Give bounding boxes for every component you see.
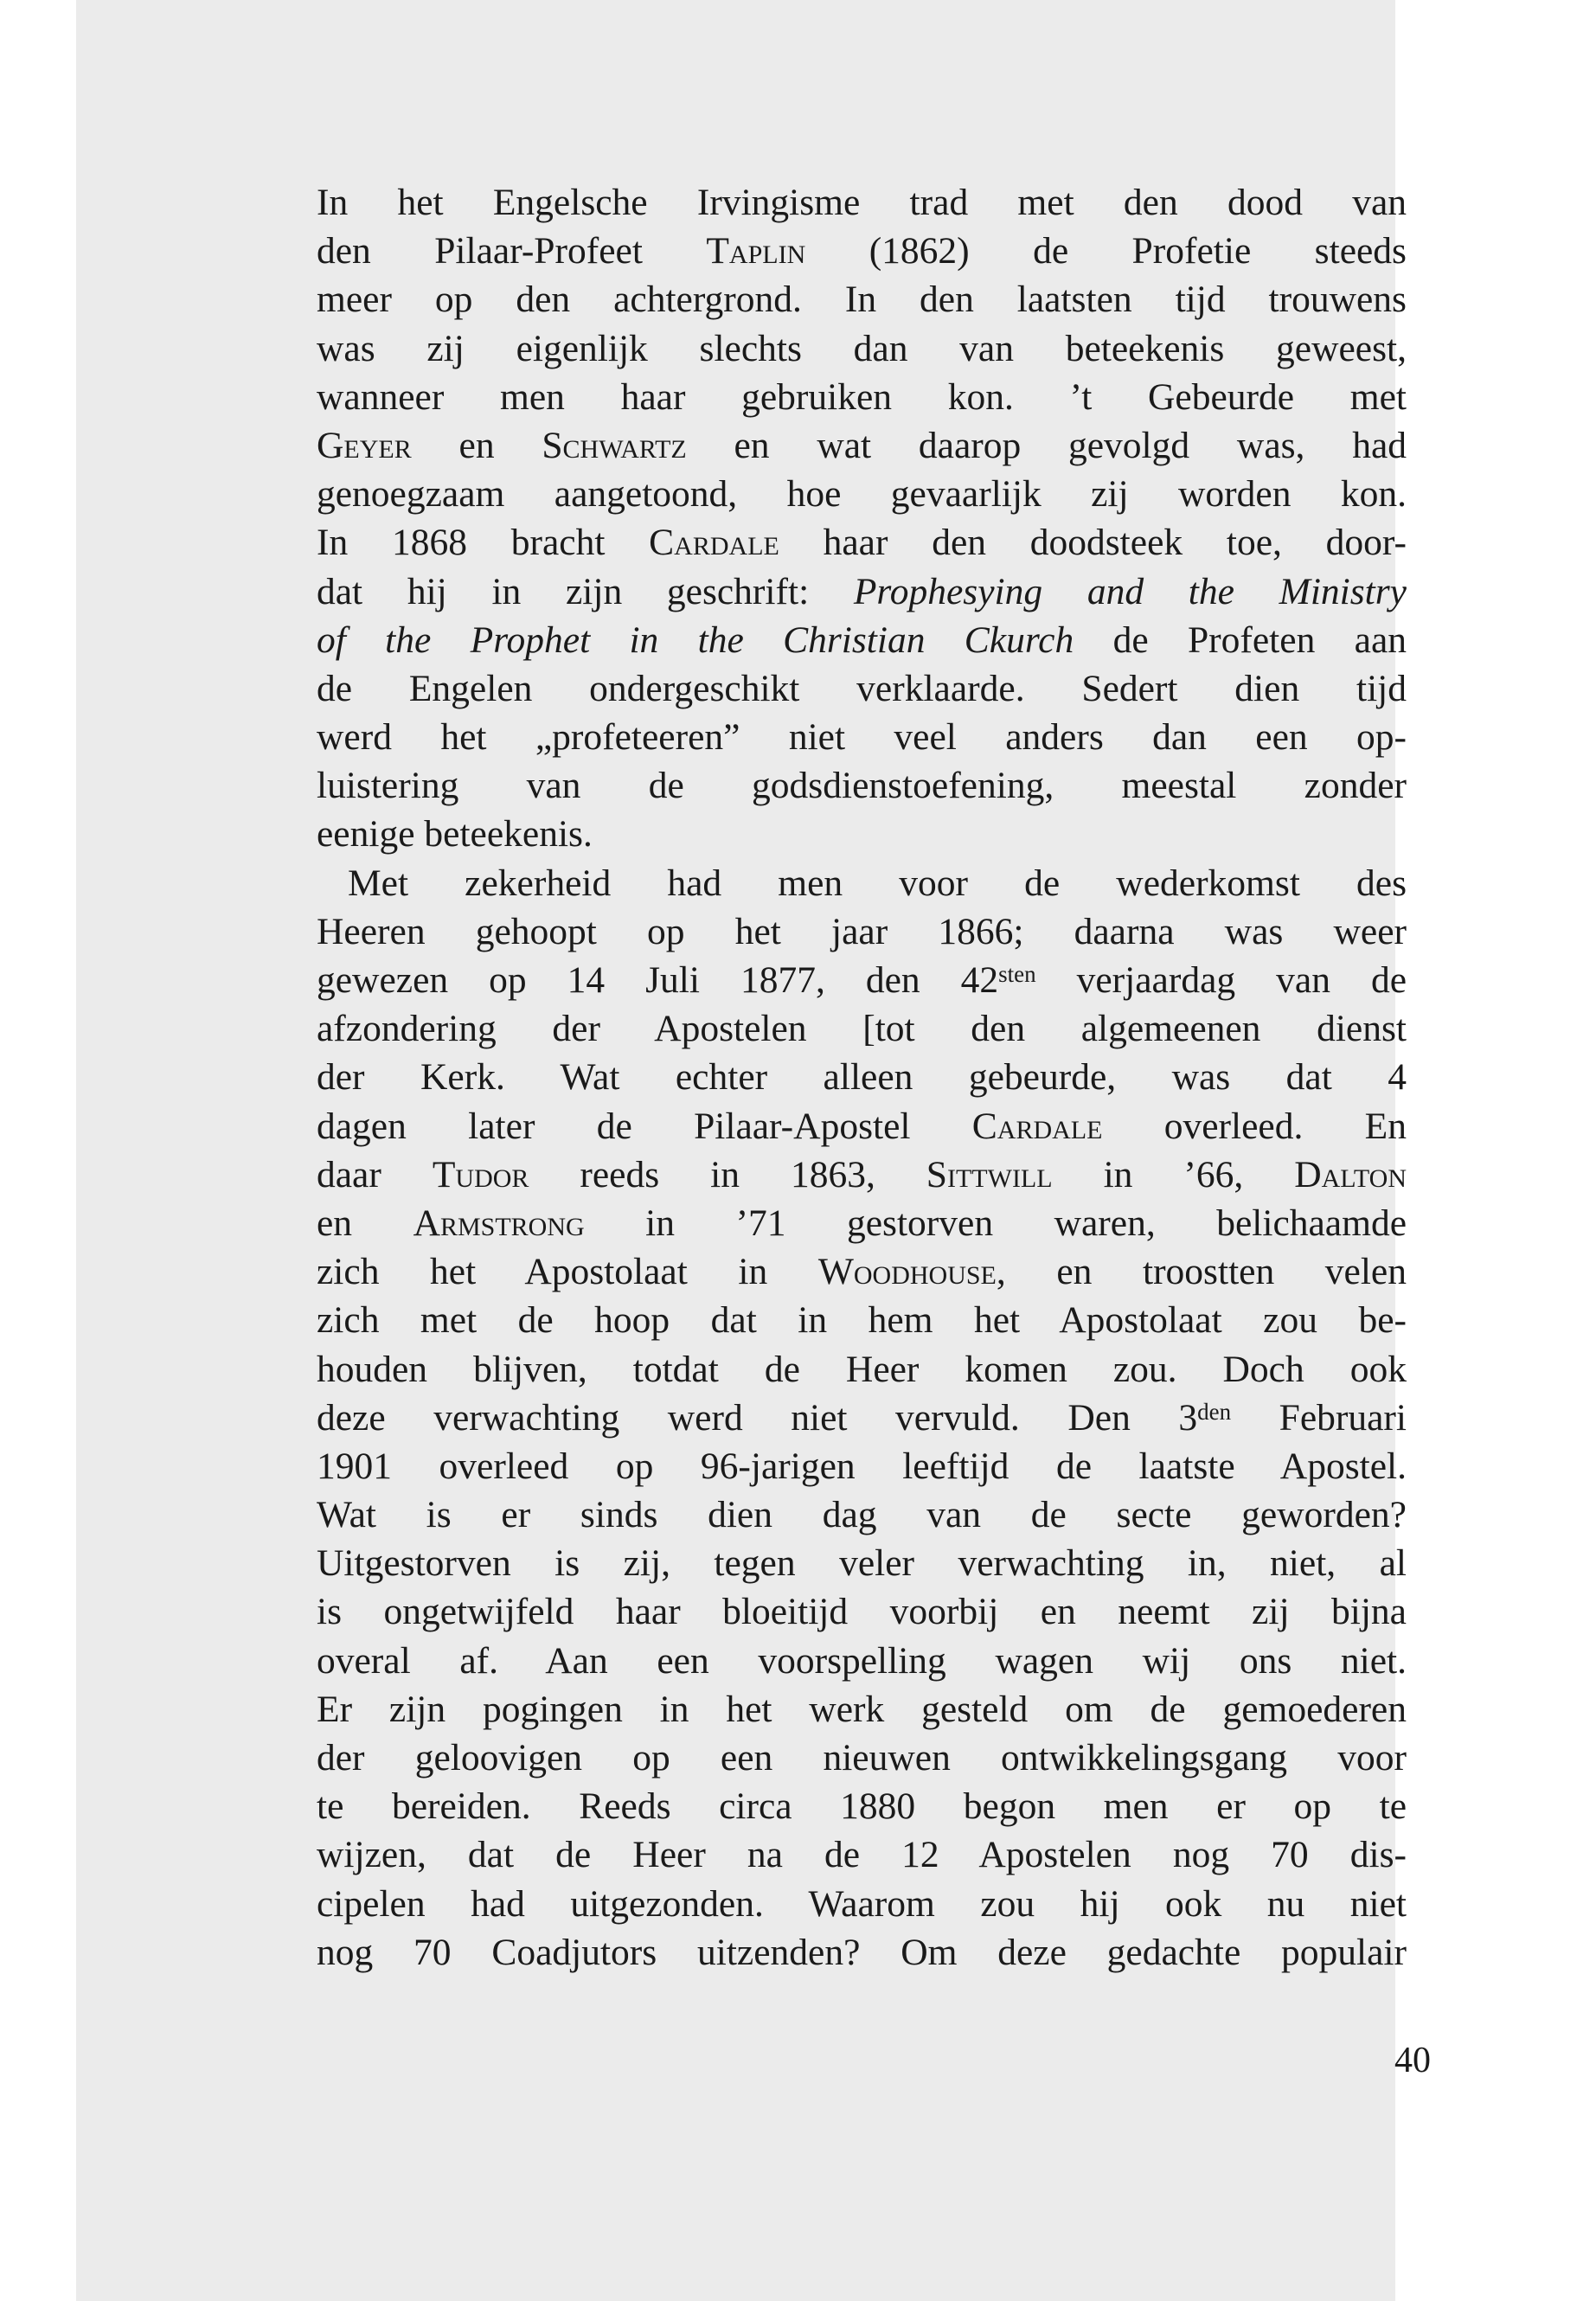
- text-line: afzondering der Apostelen [tot den algemeenen dienst: [317, 1008, 1407, 1050]
- name-taplin: Taplin: [706, 230, 806, 272]
- text-line: Uitgestorven is zij, tegen veler verwachting in, niet, al: [317, 1542, 1407, 1585]
- text-line: Met zekerheid had men voor de wederkomst des: [348, 862, 1407, 904]
- text-line: wanneer men haar gebruiken kon. ’t Gebeurde met: [317, 375, 1407, 418]
- text-line: zich het Apostolaat in Woodhouse, en troostten velen: [317, 1251, 1407, 1293]
- name-tudor: Tudor: [432, 1153, 529, 1195]
- text-line: der Kerk. Wat echter alleen gebeurde, was dat 4: [317, 1056, 1407, 1099]
- text-line: gewezen op 14 Juli 1877, den $42^{sten}$ verjaardag van de: [317, 959, 1407, 1001]
- text-line: In het Engelsche Irvingisme trad met den dood van: [317, 182, 1407, 223]
- text-line: Er zijn pogingen in het werk gesteld om de gemoederen: [317, 1688, 1407, 1730]
- text-line: te bereiden. Reeds circa 1880 begon men er op te: [317, 1785, 1407, 1828]
- superscript: den: [1197, 1398, 1232, 1425]
- text-line: wijzen, dat de Heer na de 12 Apostelen nog 70 dis-: [317, 1834, 1407, 1876]
- text-line: is ongetwijfeld haar bloeitijd voorbij en neemt zij bijna: [317, 1591, 1407, 1633]
- text-line: der geloovigen op een nieuwen ontwikkelingsgang voor: [317, 1737, 1407, 1779]
- name-schwartz: Schwartz: [542, 424, 687, 466]
- body-text: [317, 178, 1407, 1977]
- text-line: houden blijven, totdat de Heer komen zou. Doch ook: [317, 1348, 1407, 1390]
- name-geyer: Geyer: [317, 424, 412, 466]
- text-line: luistering van de godsdienstoefening, meestal zonder: [317, 765, 1407, 807]
- text-line: eenige beteekenis.: [317, 813, 593, 856]
- text-line: was zij eigenlijk slechts dan van beteekenis geweest,: [317, 327, 1407, 369]
- name-armstrong: Armstrong: [413, 1202, 585, 1244]
- text-line: of the Prophet in the Christian Ckurch de Profeten aan: [317, 619, 1407, 661]
- text-line: en Armstrong in ’71 gestorven waren, belichaamde: [317, 1202, 1407, 1244]
- text-line: overal af. Aan een voorspelling wagen wij ons niet.: [317, 1639, 1407, 1682]
- text-line: Wat is er sinds dien dag van de secte geworden?: [317, 1494, 1407, 1536]
- book-title: Prophesying and the Ministry: [853, 570, 1407, 612]
- text-line: dagen later de Pilaar-Apostel Cardale overleed. En: [317, 1105, 1407, 1147]
- name-woodhouse: Woodhouse: [817, 1251, 997, 1293]
- text-line: Geyer en Schwartz en wat daarop gevolgd was, had: [317, 424, 1407, 466]
- text-line: In 1868 bracht Cardale haar den doodsteek toe, door-: [317, 522, 1407, 564]
- book-page: [76, 0, 1431, 2301]
- name-cardale: Cardale: [971, 1105, 1103, 1147]
- text-line: genoegzaam aangetoond, hoe gevaarlijk zij worden kon.: [317, 473, 1407, 516]
- text-line: meer op den achtergrond. In den laatsten tijd trouwens: [317, 279, 1407, 321]
- name-dalton: Dalton: [1294, 1153, 1407, 1195]
- text-line: nog 70 Coadjutors uitzenden? Om deze gedachte populair: [317, 1931, 1407, 1973]
- page-number: 40: [1394, 2041, 1431, 2080]
- name-sittwill: Sittwill: [926, 1153, 1053, 1195]
- text-line: zich met de hoop dat in hem het Apostolaat zou be-: [317, 1299, 1407, 1342]
- text-line: den Pilaar-Profeet Taplin (1862) de Profetie steeds: [317, 230, 1407, 272]
- text-line: daar Tudor reeds in 1863, Sittwill in ’66, Dalton: [317, 1153, 1407, 1195]
- text-line: de Engelen ondergeschikt verklaarde. Sedert dien tijd: [317, 667, 1407, 709]
- text-line: werd het „profeteeren” niet veel anders dan een op-: [317, 716, 1407, 759]
- text-line: dat hij in zijn geschrift: Prophesying and the Ministry: [317, 570, 1407, 612]
- book-title: of the Prophet in the Christian Ckurch: [317, 619, 1074, 661]
- superscript: sten: [998, 960, 1036, 987]
- name-cardale: Cardale: [649, 522, 779, 564]
- text-line: cipelen had uitgezonden. Waarom zou hij ook nu niet: [317, 1882, 1407, 1925]
- text-line: 1901 overleed op 96-jarigen leeftijd de laatste Apostel.: [317, 1445, 1407, 1487]
- text-line: Heeren gehoopt op het jaar 1866; daarna was weer: [317, 910, 1407, 952]
- text-line: deze verwachting werd niet vervuld. Den $3^{den}$ Februari: [317, 1396, 1407, 1439]
